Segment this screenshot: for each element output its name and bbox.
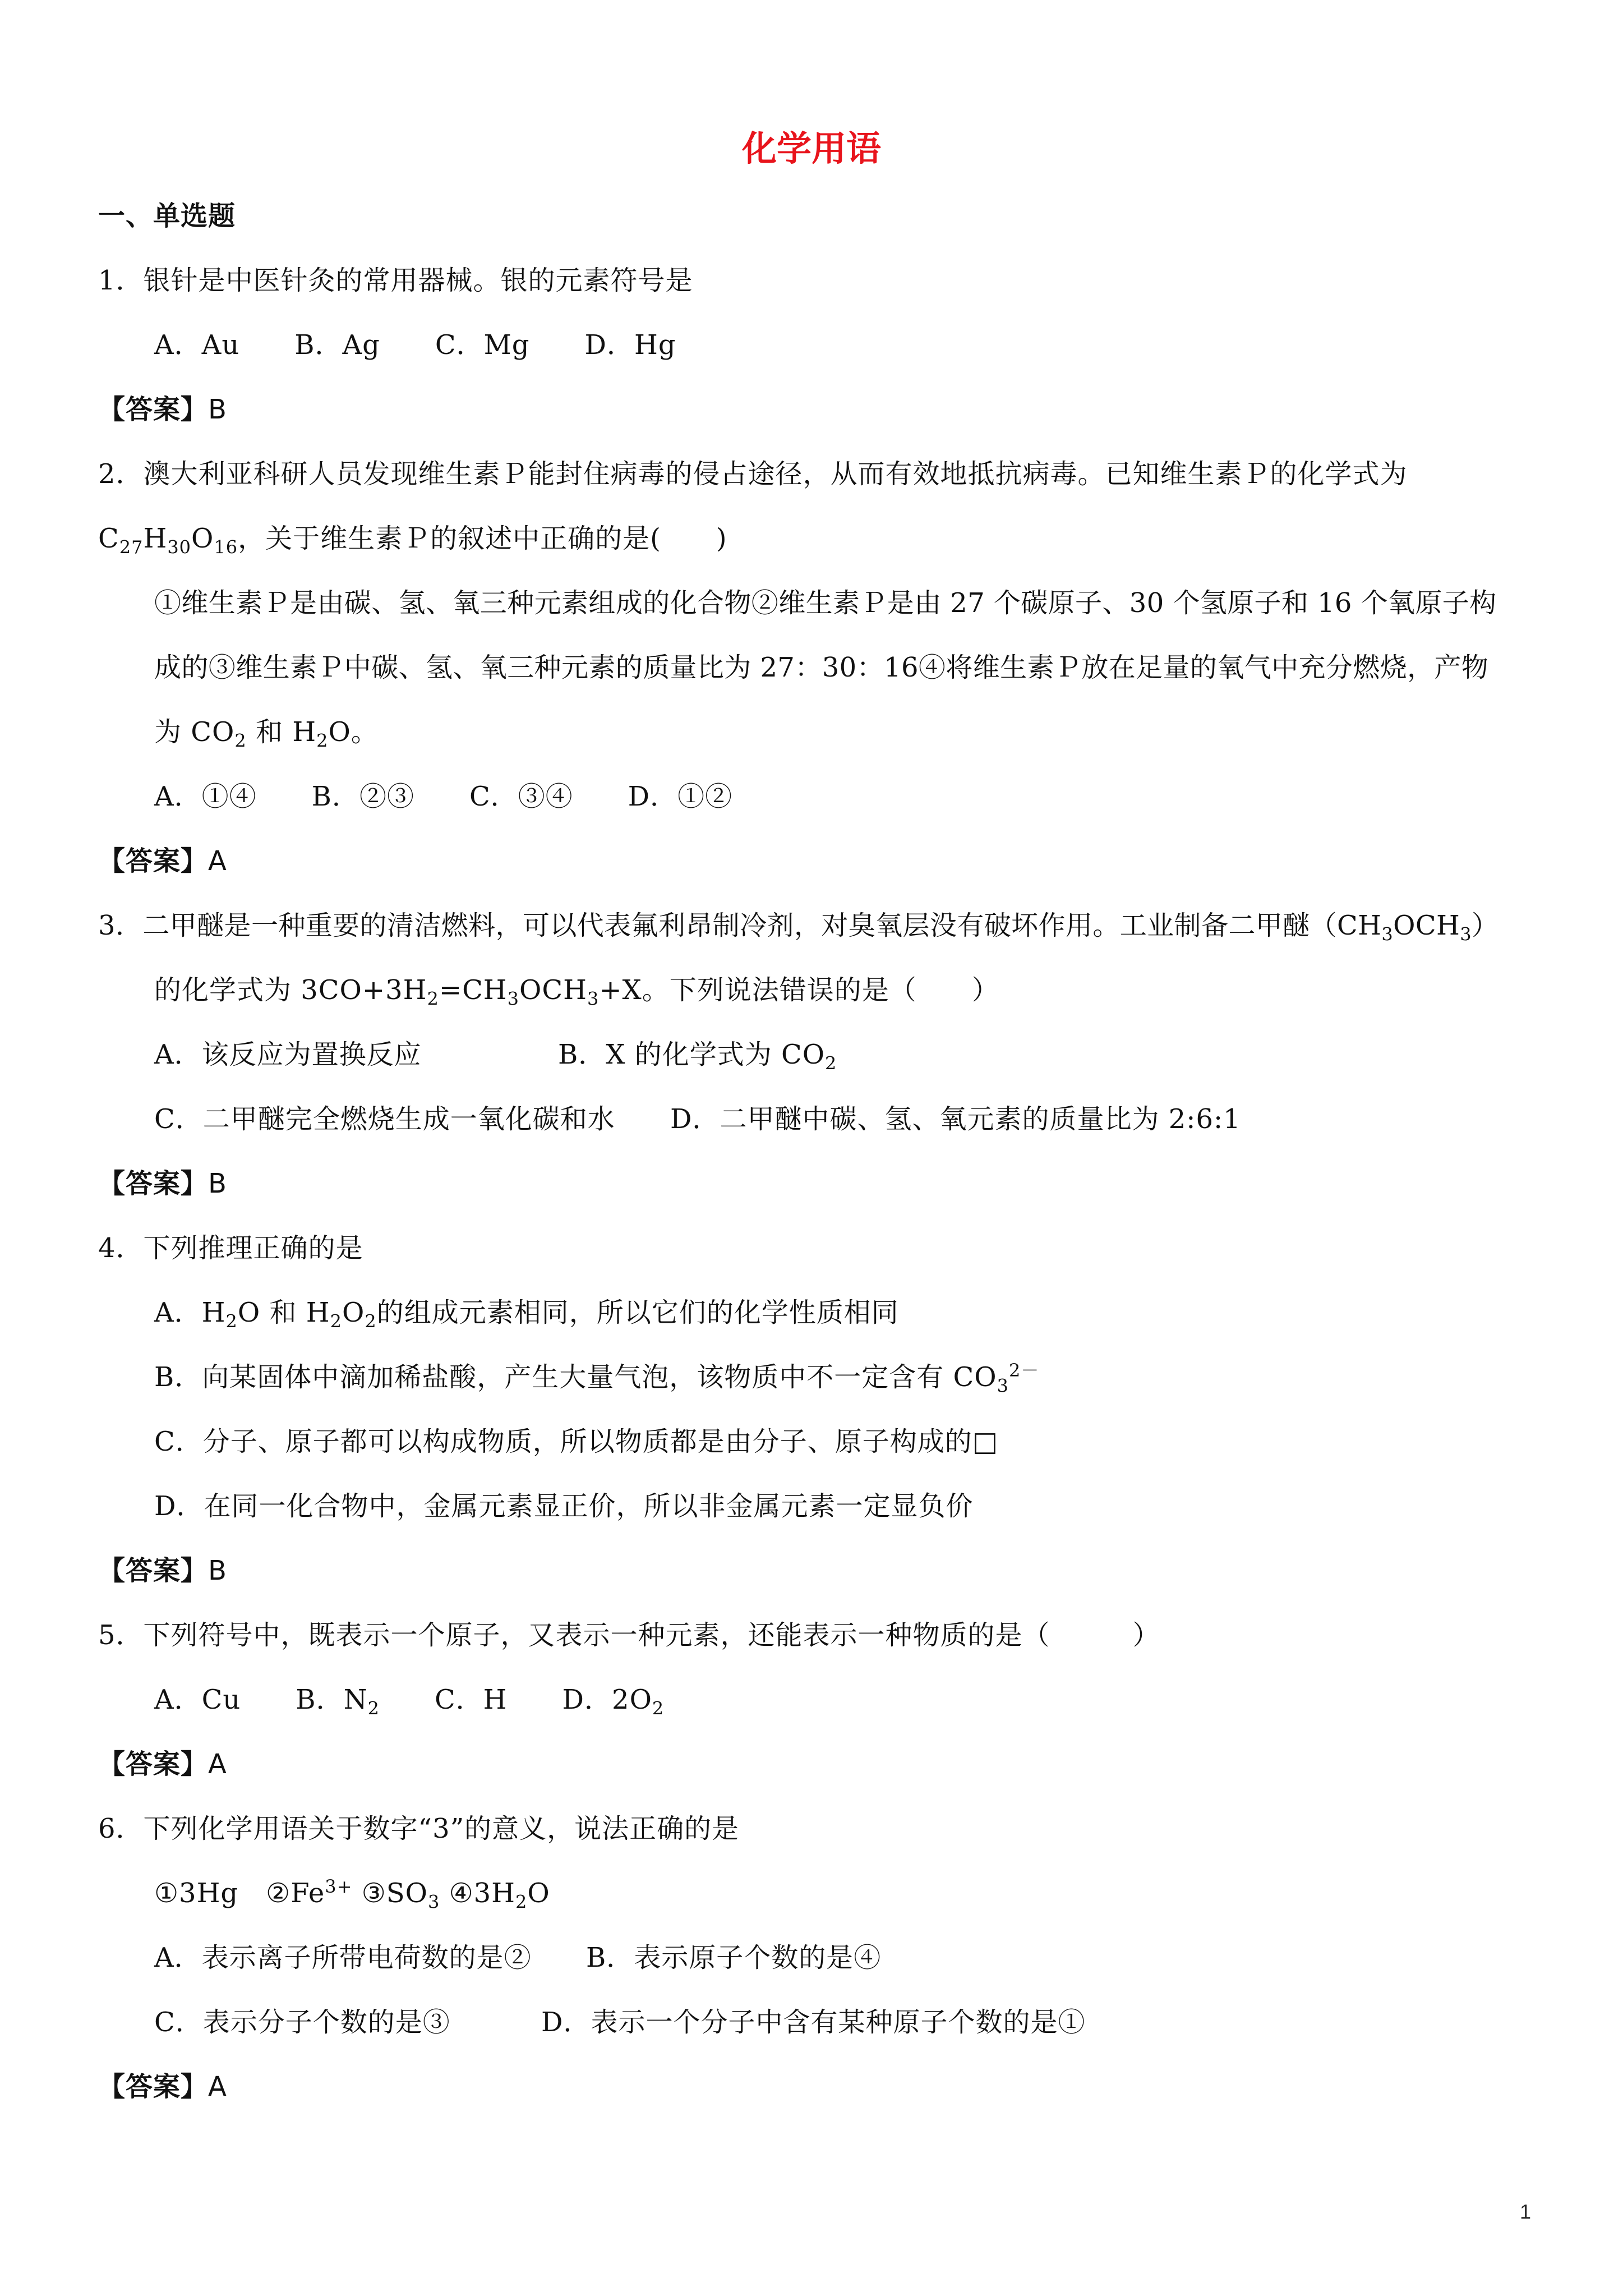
q6-option-b: B．表示原子个数的是④ — [586, 1942, 882, 1973]
q4-stem: 4．下列推理正确的是 — [98, 1232, 363, 1264]
q4-option-d: D．在同一化合物中，金属元素显正价，所以非金属元素一定显负价 — [154, 1490, 974, 1522]
q2-stem-line1: 2．澳大利亚科研人员发现维生素Ｐ能封住病毒的侵占途径，从而有效地抵抗病毒。已知维生素Ｐ的化学式为 — [98, 458, 1408, 490]
q3-stem-line1: 3．二甲醚是一种重要的清洁燃料，可以代表氟利昂制冷剂，对臭氧层没有破坏作用。工业制备二甲醚$(CH_3OCH_3)$ — [98, 910, 1499, 945]
q3-stem-line2: 的化学式为 $3CO+3H_2=CH_3OCH_3+X$。下列说法错误的是（ ） — [154, 974, 999, 1010]
q6-option-a: A．表示离子所带电荷数的是② — [154, 1942, 532, 1973]
answer-value: B — [208, 394, 227, 425]
q6-items: ①3Hg $②Fe^{3+}$ $③SO_3$ $④3H_2O$ — [154, 1876, 550, 1913]
q1-stem: 1．银针是中医针灸的常用器械。银的元素符号是 — [98, 265, 693, 296]
q6-stem: 6．下列化学用语关于数字“3”的意义，说法正确的是 — [98, 1813, 740, 1844]
q4-answer: 【答案】B — [98, 1555, 227, 1586]
q3-option-c: C．二甲醚完全燃烧生成一氧化碳和水 — [154, 1103, 615, 1135]
q6-option-c: C．表示分子个数的是③ — [154, 2007, 450, 2038]
q2-formula: $C_{27}H_{30}O_{16}$ — [98, 523, 238, 558]
q3-option-a: A．该反应为置换反应 — [154, 1039, 422, 1070]
q6-answer: 【答案】A — [98, 2071, 227, 2102]
page-title: 化学用语 — [741, 128, 881, 169]
q2-statement-line3: 为 $CO_2$ 和 $H_2O$。 — [154, 716, 379, 752]
q2-stem-line2: $C_{27}H_{30}O_{16}$，关于维生素Ｐ的叙述中正确的是( ) — [98, 523, 727, 558]
q2-statement-line1: ①维生素Ｐ是由碳、氢、氧三种元素组成的化合物②维生素Ｐ是由 27 个碳原子、30 个氢原子和 16 个氧原子构 — [154, 587, 1497, 619]
q5-options: A．Cu B．$N_2$ C．H D．$2O_2$ — [154, 1684, 665, 1719]
q2-options: A．①④ B．②③ C．③④ D．①② — [154, 781, 733, 812]
q2-answer: 【答案】A — [98, 845, 227, 877]
page-number: 1 — [1520, 2200, 1532, 2223]
section-heading: 一、单选题 — [98, 200, 236, 232]
q6-option-d: D．表示一个分子中含有某种原子个数的是① — [541, 2007, 1086, 2038]
q4-option-a: A．$H_2O$ 和 $H_2O_2$的组成元素相同，所以它们的化学性质相同 — [154, 1297, 899, 1332]
q3-option-b: B．X 的化学式为 $CO_2$ — [558, 1039, 837, 1074]
q3-answer: 【答案】B — [98, 1168, 227, 1199]
q4-option-c: C．分子、原子都可以构成物质，所以物质都是由分子、原子构成的□ — [154, 1426, 999, 1457]
answer-label: 【答案】 — [98, 394, 209, 425]
q5-answer: 【答案】A — [98, 1749, 227, 1780]
q2-statement-line2: 成的③维生素Ｐ中碳、氢、氧三种元素的质量比为 27：30：16④将维生素Ｐ放在足量的氧气中充分燃烧，产物 — [154, 652, 1489, 683]
q3-option-d: D．二甲醚中碳、氢、氧元素的质量比为 2:6:1 — [670, 1103, 1241, 1135]
q5-stem: 5．下列符号中，既表示一个原子，又表示一种元素，还能表示一种物质的是（ ） — [98, 1619, 1160, 1651]
q1-answer — [98, 393, 227, 426]
q4-option-b: B．向某固体中滴加稀盐酸，产生大量气泡，该物质中不一定含有 $CO_3^{2-}$ — [154, 1360, 1040, 1397]
q1-options: A．Au B．Ag C．Mg D．Hg — [154, 329, 676, 361]
